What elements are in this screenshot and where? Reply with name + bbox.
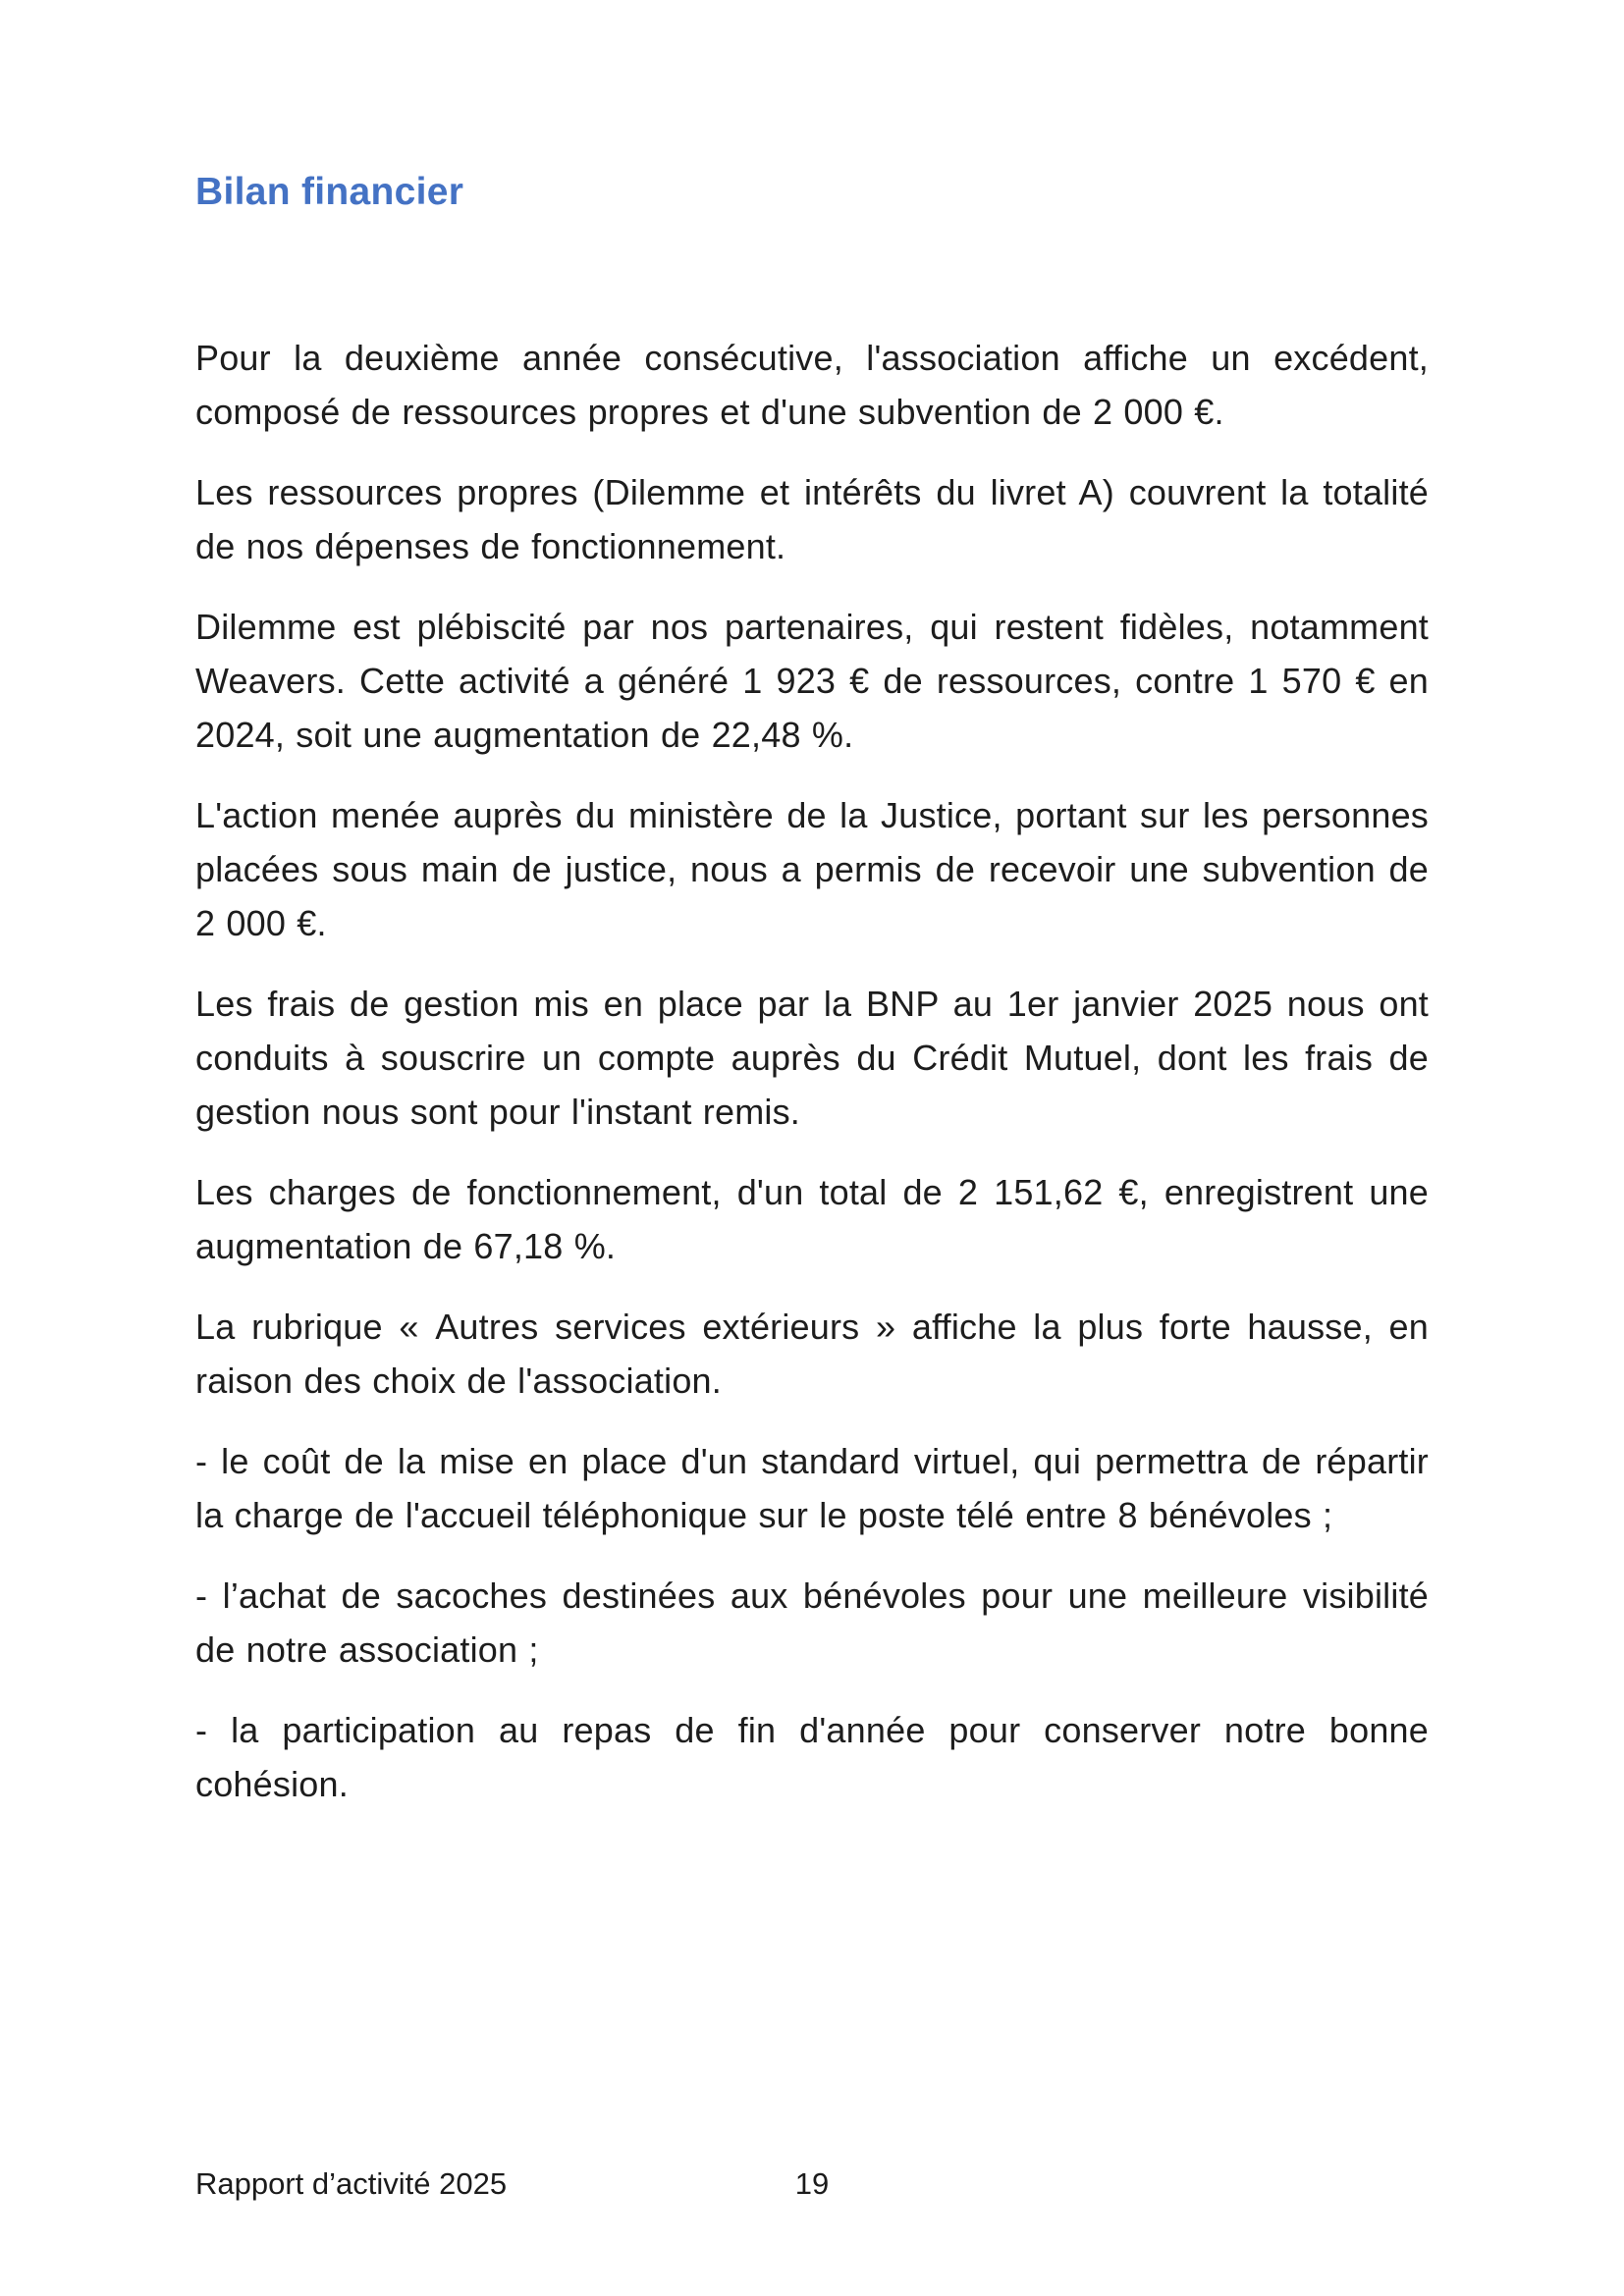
section-heading: Bilan financier xyxy=(195,171,464,213)
paragraph-charges: Les charges de fonctionnement, d'un total de 2 151,62 €, enregistrent une augmentation de 67,18 %. xyxy=(195,1172,1429,1266)
list-item-repas: - la participation au repas de fin d'année pour conserver notre bonne cohésion. xyxy=(195,1710,1429,1804)
page-content xyxy=(195,169,1429,1811)
paragraph-ministere-justice: L'action menée auprès du ministère de la Justice, portant sur les personnes placées sous main de justice, nous a permis de recevoir une subvention de 2 000 €. xyxy=(195,795,1429,943)
paragraph-rubrique-services: La rubrique « Autres services extérieurs » affiche la plus forte hausse, en raison des choix de l'association. xyxy=(195,1307,1429,1401)
page-footer xyxy=(0,2165,1624,2210)
paragraph-frais-gestion: Les frais de gestion mis en place par la BNP au 1er janvier 2025 nous ont conduits à souscrire un compte auprès du Crédit Mutuel, dont les frais de gestion nous sont pour l'instant remis. xyxy=(195,984,1429,1132)
list-item-standard-virtuel: - le coût de la mise en place d'un standard virtuel, qui permettra de répartir la charge de l'accueil téléphonique sur le poste télé entre 8 bénévoles ; xyxy=(195,1441,1429,1535)
list-item-sacoches: - l’achat de sacoches destinées aux bénévoles pour une meilleure visibilité de notre association ; xyxy=(195,1575,1429,1670)
paragraph-excedent: Pour la deuxième année consécutive, l'association affiche un excédent, composé de ressources propres et d'une subvention de 2 000 €. xyxy=(195,338,1429,432)
paragraph-dilemme: Dilemme est plébiscité par nos partenaires, qui restent fidèles, notamment Weavers. Cette activité a généré 1 923 € de ressources, contre 1 570 € en 2024, soit une augmentation de 22,48 %. xyxy=(195,607,1429,755)
footer-report-title: Rapport d’activité 2025 xyxy=(195,2166,508,2201)
footer-page-number: 19 xyxy=(794,2166,830,2201)
paragraph-ressources-propres: Les ressources propres (Dilemme et intérêts du livret A) couvrent la totalité de nos dépenses de fonctionnement. xyxy=(195,472,1429,566)
